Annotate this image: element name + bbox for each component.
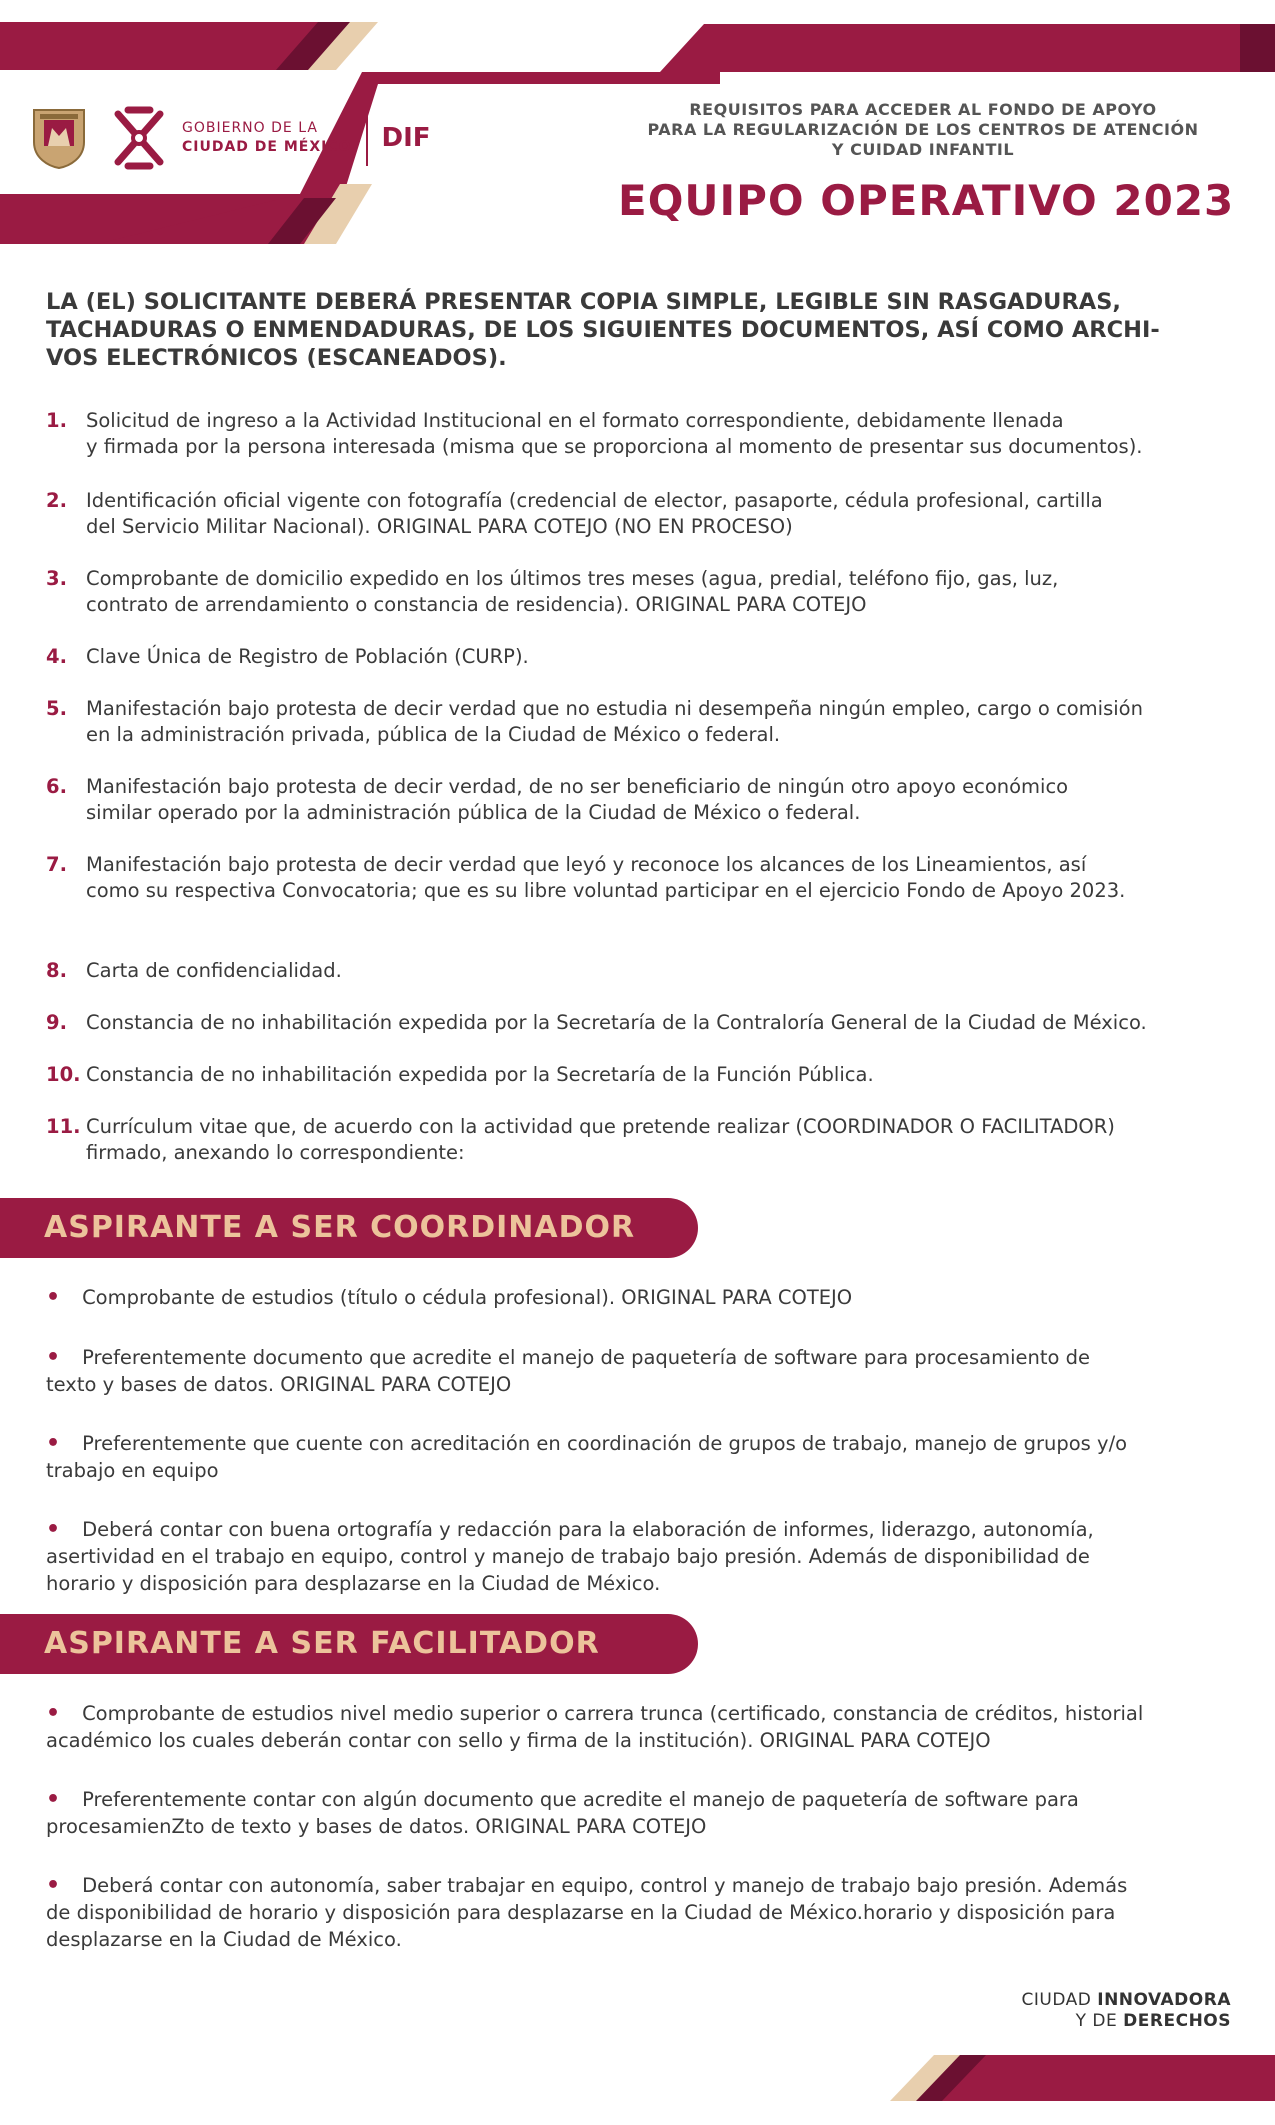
gov-wordmark xyxy=(182,119,352,157)
section-title: ASPIRANTE A SER FACILITADOR xyxy=(44,1626,600,1661)
header-subtitle xyxy=(603,100,1243,160)
bullet-text: Deberá contar con buena ortografía y redacción para la elaboración de informes, liderazgo, autonomía, xyxy=(82,1518,1094,1541)
requirement-item xyxy=(46,644,1246,670)
item-number: 1. xyxy=(46,409,67,432)
item-number: 10. xyxy=(46,1063,81,1086)
subtitle-line-2: PARA LA REGULARIZACIÓN DE LOS CENTROS DE ATENCIÓN xyxy=(647,120,1199,139)
item-text: Carta de confidencialidad. xyxy=(86,959,342,982)
slogan-text-bold: DERECHOS xyxy=(1123,2011,1231,2031)
bullet-icon: • xyxy=(46,1517,61,1542)
item-text: Currículum vitae que, de acuerdo con la actividad que pretende realizar (COORDINADOR O FACILITADOR) xyxy=(86,1115,1115,1138)
gov-line-1: GOBIERNO DE LA xyxy=(182,120,318,136)
item-text: y firmada por la persona interesada (misma que se proporciona al momento de presentar sus documentos). xyxy=(86,435,1143,458)
intro-line: LA (EL) SOLICITANTE DEBERÁ PRESENTAR COPIA SIMPLE, LEGIBLE SIN RASGADURAS, xyxy=(46,289,1121,315)
requirement-item xyxy=(46,774,1246,826)
intro-text xyxy=(46,288,1236,372)
item-text: similar operado por la administración pública de la Ciudad de México o federal. xyxy=(86,801,861,824)
bullet-icon: • xyxy=(46,1787,61,1812)
logo-divider xyxy=(366,110,368,166)
footer-slogan xyxy=(1022,1990,1232,2032)
intro-line: VOS ELECTRÓNICOS (ESCANEADOS). xyxy=(46,345,507,371)
list-item xyxy=(46,1430,1241,1484)
slogan-text: CIUDAD xyxy=(1021,1990,1098,2010)
item-number: 5. xyxy=(46,697,67,720)
top-left-band xyxy=(0,22,380,70)
requirement-item xyxy=(46,852,1246,904)
bullet-text: trabajo en equipo xyxy=(46,1459,219,1482)
top-right-band xyxy=(660,24,1275,72)
bullet-icon: • xyxy=(46,1345,61,1370)
list-item xyxy=(46,1344,1241,1398)
item-number: 2. xyxy=(46,489,67,512)
item-text: contrato de arrendamiento o constancia de residencia). ORIGINAL PARA COTEJO xyxy=(86,593,867,616)
item-text: Manifestación bajo protesta de decir verdad que no estudia ni desempeña ningún empleo, cargo o comisión xyxy=(86,697,1143,720)
requirement-item xyxy=(46,696,1246,748)
item-number: 11. xyxy=(46,1115,81,1138)
subtitle-line-3: Y CUIDAD INFANTIL xyxy=(831,140,1015,159)
bullet-text: Preferentemente que cuente con acreditación en coordinación de grupos de trabajo, manejo de grupos y/o xyxy=(82,1432,1128,1455)
list-item xyxy=(46,1516,1241,1597)
requirement-item xyxy=(46,1010,1246,1036)
item-text: Identificación oficial vigente con fotografía (credencial de elector, pasaporte, cédula profesional, cartilla xyxy=(86,489,1103,512)
requirement-item xyxy=(46,488,1246,540)
dif-logo: DIF xyxy=(381,123,431,153)
item-text: Manifestación bajo protesta de decir verdad que leyó y reconoce los alcances de los Lineamientos, así xyxy=(86,853,1087,876)
bullet-text: Deberá contar con autonomía, saber trabajar en equipo, control y manejo de trabajo bajo presión. Además xyxy=(82,1874,1128,1897)
coat-of-arms-icon xyxy=(30,106,88,170)
item-text: Solicitud de ingreso a la Actividad Institucional en el formato correspondiente, debidamente llenada xyxy=(86,409,1064,432)
bullet-text: texto y bases de datos. ORIGINAL PARA COTEJO xyxy=(46,1373,512,1396)
requirement-item xyxy=(46,408,1246,460)
item-text: Constancia de no inhabilitación expedida por la Secretaría de la Función Pública. xyxy=(86,1063,874,1086)
logo-group xyxy=(30,102,431,174)
intro-line: TACHADURAS O ENMENDADURAS, DE LOS SIGUIENTES DOCUMENTOS, ASÍ COMO ARCHI- xyxy=(46,317,1160,343)
item-number: 6. xyxy=(46,775,67,798)
slogan-text-bold: INNOVADORA xyxy=(1097,1990,1231,2010)
subtitle-line-1: REQUISITOS PARA ACCEDER AL FONDO DE APOYO xyxy=(689,100,1157,119)
list-item xyxy=(46,1786,1241,1840)
list-item xyxy=(46,1700,1241,1754)
item-text: del Servicio Militar Nacional). ORIGINAL PARA COTEJO (NO EN PROCESO) xyxy=(86,515,793,538)
requirement-item xyxy=(46,958,1246,984)
section-title: ASPIRANTE A SER COORDINADOR xyxy=(44,1210,636,1245)
item-text: Clave Única de Registro de Población (CURP). xyxy=(86,645,529,668)
page-title: EQUIPO OPERATIVO 2023 xyxy=(618,176,1235,225)
bullet-text: académico los cuales deberán contar con sello y firma de la institución). ORIGINAL PARA COTEJO xyxy=(46,1729,991,1752)
section-header-coordinador xyxy=(0,1198,698,1258)
bullet-text: procesamienZto de texto y bases de datos. ORIGINAL PARA COTEJO xyxy=(46,1815,707,1838)
item-number: 8. xyxy=(46,959,67,982)
cdmx-logo-icon xyxy=(108,102,170,174)
bullet-text: horario y disposición para desplazarse en la Ciudad de México. xyxy=(46,1572,661,1595)
gov-line-2: CIUDAD DE MÉXICO xyxy=(182,139,352,155)
item-text: Comprobante de domicilio expedido en los últimos tres meses (agua, predial, teléfono fijo, gas, luz, xyxy=(86,567,1059,590)
requirement-item xyxy=(46,566,1246,618)
item-text: Constancia de no inhabilitación expedida por la Secretaría de la Contraloría General de la Ciudad de México. xyxy=(86,1011,1147,1034)
requirement-item xyxy=(46,1114,1246,1166)
bullet-icon: • xyxy=(46,1701,61,1726)
bullet-text: Comprobante de estudios (título o cédula profesional). ORIGINAL PARA COTEJO xyxy=(82,1286,853,1309)
item-number: 9. xyxy=(46,1011,67,1034)
slogan-text: Y DE xyxy=(1075,2011,1124,2031)
bullet-icon: • xyxy=(46,1431,61,1456)
item-text: como su respectiva Convocatoria; que es su libre voluntad participar en el ejercicio Fondo de Apoyo 2023. xyxy=(86,879,1126,902)
item-text: en la administración privada, pública de la Ciudad de México o federal. xyxy=(86,723,781,746)
item-number: 7. xyxy=(46,853,67,876)
item-number: 4. xyxy=(46,645,67,668)
bullet-text: Preferentemente documento que acredite el manejo de paquetería de software para procesamiento de xyxy=(82,1346,1091,1369)
bullet-text: asertividad en el trabajo en equipo, control y manejo de trabajo bajo presión. Además de disponibilidad de xyxy=(46,1545,1090,1568)
requirement-item xyxy=(46,1062,1246,1088)
list-item xyxy=(46,1284,1241,1311)
bottom-right-band xyxy=(890,2055,1275,2101)
item-text: firmado, anexando lo correspondiente: xyxy=(86,1141,465,1164)
bullet-text: Comprobante de estudios nivel medio superior o carrera trunca (certificado, constancia de créditos, historial xyxy=(82,1702,1144,1725)
item-number: 3. xyxy=(46,567,67,590)
bullet-icon: • xyxy=(46,1285,61,1310)
bullet-text: Preferentemente contar con algún documento que acredite el manejo de paquetería de software para xyxy=(82,1788,1079,1811)
section-header-facilitador xyxy=(0,1614,698,1674)
item-text: Manifestación bajo protesta de decir verdad, de no ser beneficiario de ningún otro apoyo económico xyxy=(86,775,1069,798)
bullet-text: de disponibilidad de horario y disposición para desplazarse en la Ciudad de México.horario y disposición para xyxy=(46,1901,1116,1924)
bullet-icon: • xyxy=(46,1873,61,1898)
list-item xyxy=(46,1872,1241,1953)
bullet-text: desplazarse en la Ciudad de México. xyxy=(46,1928,402,1951)
